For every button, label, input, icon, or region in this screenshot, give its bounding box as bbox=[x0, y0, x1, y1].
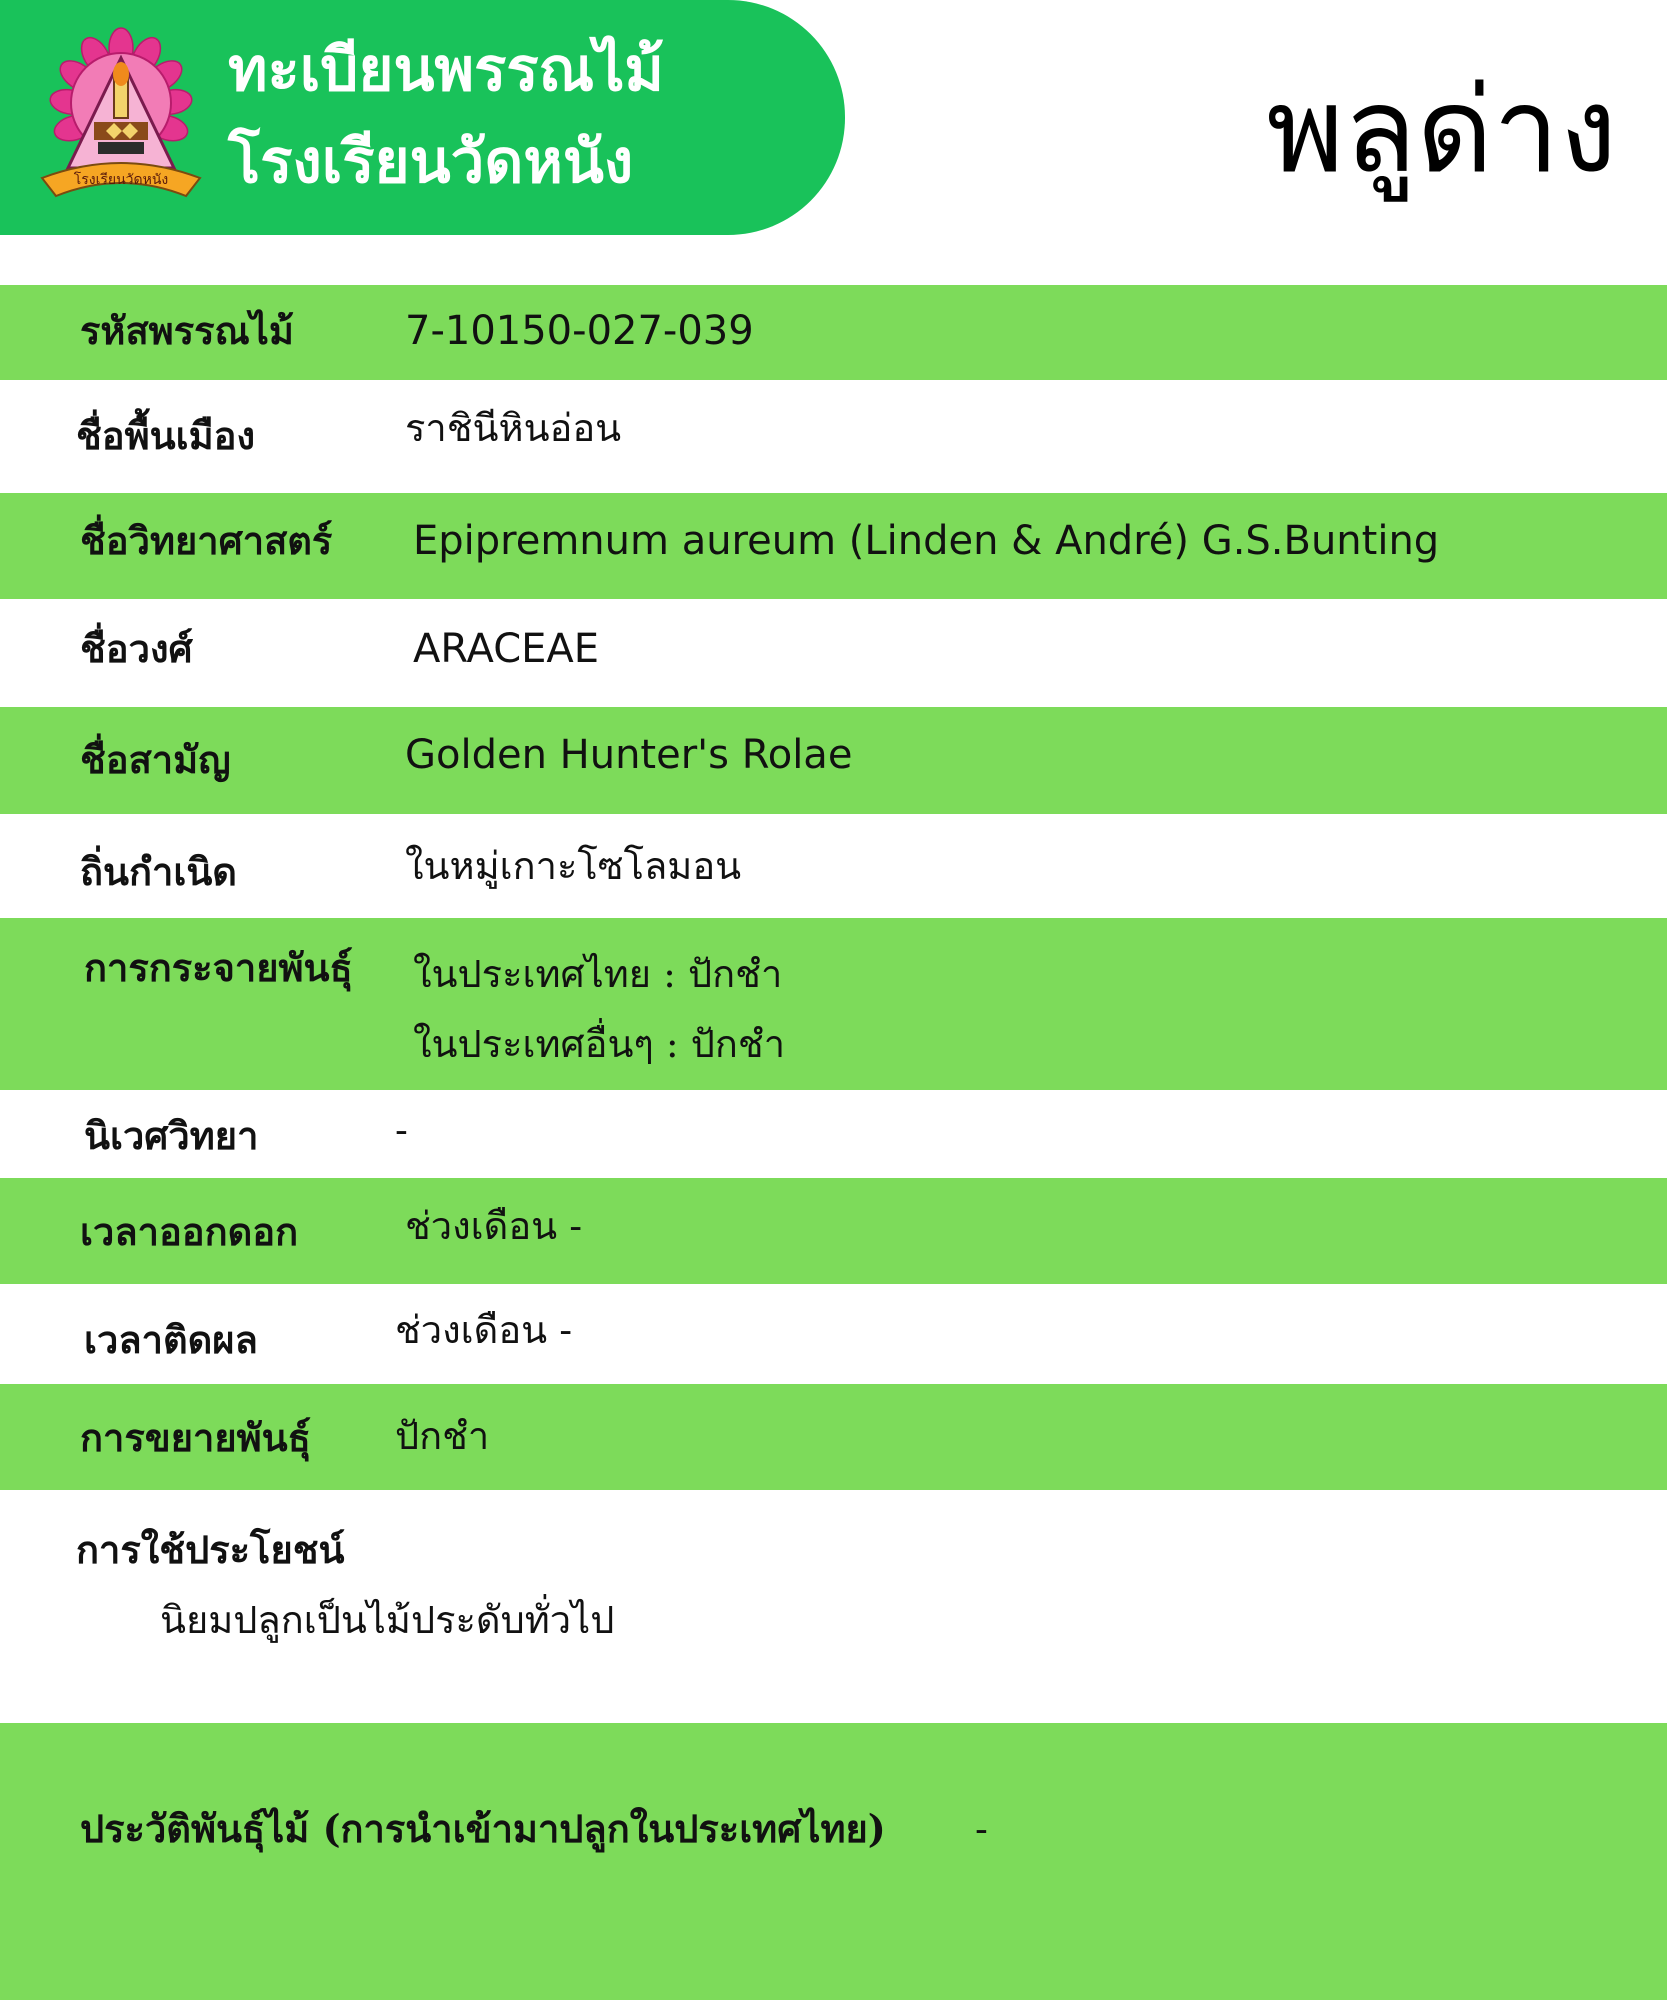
label-fruiting: เวลาติดผล bbox=[84, 1317, 258, 1362]
value-distribution-thailand: ในประเทศไทย : ปักชำ bbox=[413, 952, 783, 996]
row-family bbox=[0, 599, 1667, 707]
header-title-line2: โรงเรียนวัดหนัง bbox=[228, 127, 634, 197]
header-title bbox=[228, 24, 664, 208]
value-scientific-name: Epipremnum aureum (Linden & André) G.S.Bunting bbox=[413, 518, 1440, 564]
row-local-name bbox=[0, 380, 1667, 493]
school-logo-icon bbox=[36, 18, 206, 208]
label-propagation: การขยายพันธุ์ bbox=[80, 1415, 311, 1460]
row-flowering bbox=[0, 1178, 1667, 1284]
row-ecology bbox=[0, 1090, 1667, 1178]
row-origin bbox=[0, 814, 1667, 918]
label-ecology: นิเวศวิทยา bbox=[84, 1113, 259, 1158]
label-uses: การใช้ประโยชน์ bbox=[76, 1527, 345, 1572]
value-fruiting: ช่วงเดือน - bbox=[395, 1308, 573, 1352]
value-local-name: ราชินีหินอ่อน bbox=[405, 406, 622, 450]
label-common-name: ชื่อสามัญ bbox=[80, 737, 231, 782]
row-distribution bbox=[0, 918, 1667, 1090]
logo-text: โรงเรียนวัดหนัง bbox=[73, 172, 169, 188]
label-family: ชื่อวงศ์ bbox=[80, 626, 193, 671]
row-propagation bbox=[0, 1384, 1667, 1490]
value-distribution-other: ในประเทศอื่นๆ : ปักชำ bbox=[413, 1022, 786, 1066]
plant-name: พลูด่าง bbox=[1266, 61, 1617, 199]
row-fruiting bbox=[0, 1284, 1667, 1384]
value-propagation: ปักชำ bbox=[395, 1414, 490, 1458]
label-distribution: การกระจายพันธุ์ bbox=[84, 945, 353, 990]
header-title-line1: ทะเบียนพรรณไม้ bbox=[228, 35, 664, 105]
value-family: ARACEAE bbox=[413, 626, 600, 672]
label-flowering: เวลาออกดอก bbox=[80, 1209, 299, 1254]
label-scientific-name: ชื่อวิทยาศาสตร์ bbox=[80, 518, 333, 563]
label-local-name: ชื่อพื้นเมือง bbox=[76, 413, 256, 458]
value-code: 7-10150-027-039 bbox=[405, 308, 754, 354]
row-history bbox=[0, 1723, 1667, 2000]
row-common-name bbox=[0, 707, 1667, 814]
label-code: รหัสพรรณไม้ bbox=[80, 308, 294, 353]
label-history: ประวัติพันธุ์ไม้ (การนำเข้ามาปลูกในประเทศไทย) bbox=[80, 1806, 886, 1851]
label-origin: ถิ่นกำเนิด bbox=[80, 849, 237, 894]
header bbox=[0, 0, 1667, 250]
value-ecology: - bbox=[395, 1108, 408, 1152]
row-code bbox=[0, 285, 1667, 380]
row-scientific-name bbox=[0, 493, 1667, 599]
value-origin: ในหมู่เกาะโซโลมอน bbox=[405, 844, 742, 888]
value-history: - bbox=[975, 1807, 988, 1851]
row-uses bbox=[0, 1490, 1667, 1723]
value-flowering: ช่วงเดือน - bbox=[405, 1204, 583, 1248]
value-uses: นิยมปลูกเป็นไม้ประดับทั่วไป bbox=[160, 1598, 615, 1642]
value-common-name: Golden Hunter's Rolae bbox=[405, 732, 853, 778]
